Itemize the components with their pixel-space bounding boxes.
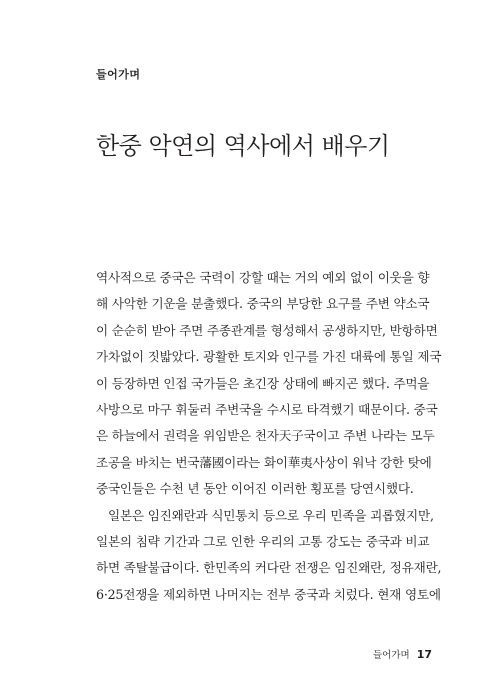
body-line: 하면 족탈불급이다. 한민족의 커다란 전쟁은 임진왜란, 정유재란,	[96, 560, 442, 576]
body-line: 6·25전쟁을 제외하면 나머지는 전부 중국과 치렀다. 현재 영토에	[96, 586, 441, 602]
body-line: 역사적으로 중국은 국력이 강할 때는 거의 예외 없이 이웃을 향	[96, 270, 430, 285]
body-line: 해 사악한 기운을 분출했다. 중국의 부당한 요구를 주변 약소국	[96, 296, 430, 312]
body-line: 중국인들은 수천 년 동안 이어진 이러한 횡포를 당연시했다.	[96, 481, 414, 497]
chapter-title: 한중 악연의 역사에서 배우기	[96, 132, 390, 160]
body-text	[96, 265, 442, 608]
body-line: 사방으로 마구 휘둘러 주변국을 수시로 타격했기 때문이다. 중국	[96, 401, 438, 417]
page-number: 17	[416, 648, 432, 661]
section-label: 들어가며	[96, 68, 141, 81]
body-line: 가차없이 짓밟았다. 광활한 토지와 인구를 가진 대륙에 통일 제국	[96, 349, 442, 365]
body-line: 이 등장하면 인접 국가들은 초긴장 상태에 빠지곤 했다. 주먹을	[96, 375, 430, 391]
running-footer-label: 들어가며	[372, 650, 410, 661]
page-footer	[373, 647, 432, 661]
body-line: 은 하늘에서 권력을 위임받은 천자天子국이고 주변 나라는 모두	[96, 428, 435, 444]
body-line: 이 순순히 받아 주면 주종관계를 형성해서 공생하지만, 반항하면	[96, 322, 438, 338]
body-line: 일본의 침략 기간과 그로 인한 우리의 고통 강도는 중국과 비교	[96, 533, 430, 549]
body-line: 일본은 임진왜란과 식민통치 등으로 우리 민족을 괴롭혔지만,	[108, 507, 434, 523]
body-line: 조공을 바치는 번국藩國이라는 화이華夷사상이 워낙 강한 탓에	[96, 454, 432, 470]
